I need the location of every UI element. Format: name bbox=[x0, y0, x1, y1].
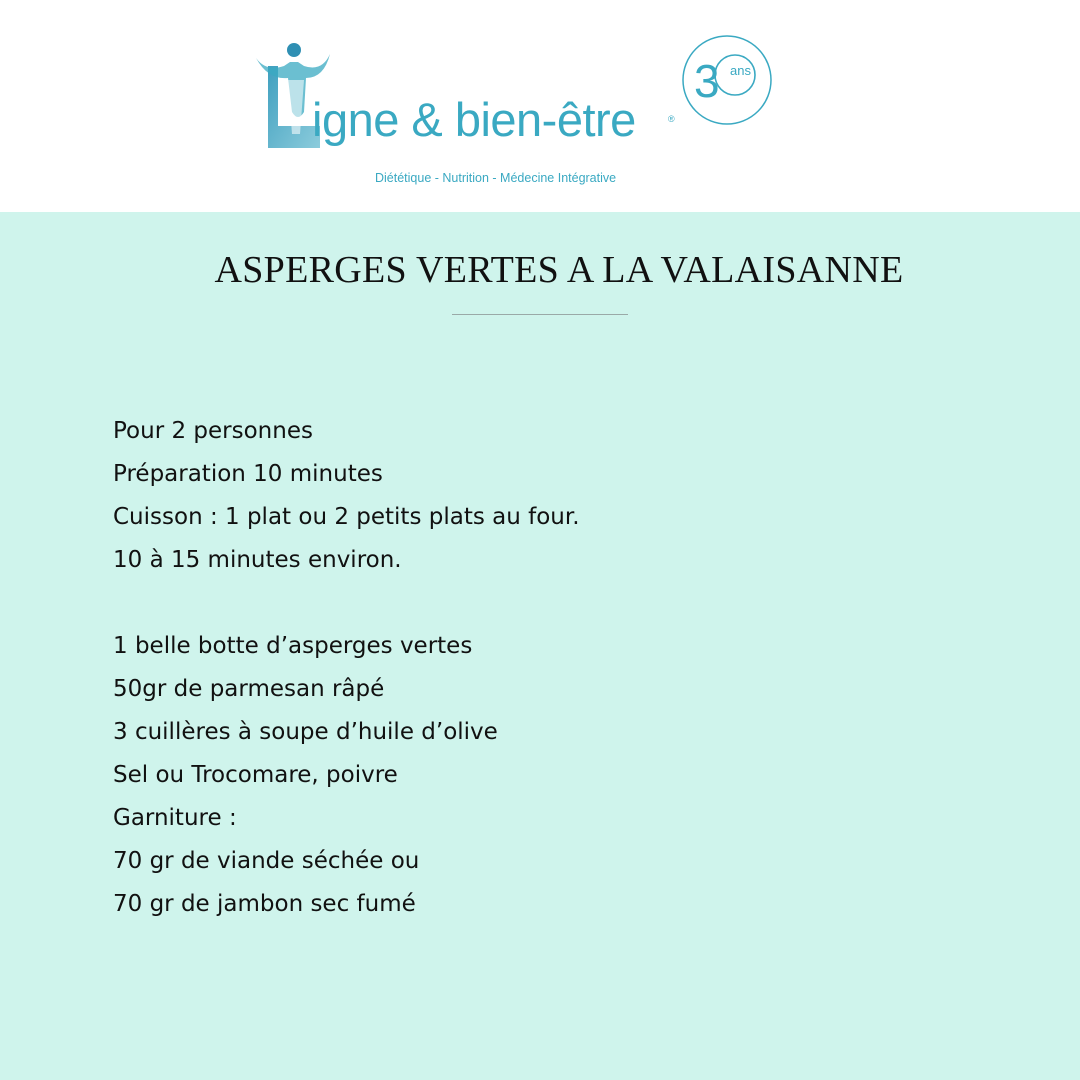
ingredient-line: 50gr de parmesan râpé bbox=[113, 676, 385, 702]
garnish-heading: Garniture : bbox=[113, 805, 237, 831]
cooking-time-line: 10 à 15 minutes environ. bbox=[113, 547, 402, 573]
ingredient-line: 3 cuillères à soupe d’huile d’olive bbox=[113, 719, 498, 745]
ingredient-line: 70 gr de jambon sec fumé bbox=[113, 891, 416, 917]
header bbox=[0, 0, 1080, 212]
ingredient-line: Sel ou Trocomare, poivre bbox=[113, 762, 398, 788]
preparation-line: Préparation 10 minutes bbox=[113, 461, 383, 487]
recipe-panel bbox=[0, 212, 1080, 1080]
title-divider bbox=[452, 314, 628, 315]
anniversary-number: 3 bbox=[694, 55, 720, 107]
servings-line: Pour 2 personnes bbox=[113, 418, 313, 444]
cooking-line: Cuisson : 1 plat ou 2 petits plats au four. bbox=[113, 504, 580, 530]
registered-mark: ® bbox=[668, 114, 675, 124]
brand-tagline: Diététique - Nutrition - Médecine Intégrative bbox=[375, 171, 617, 185]
recipe-body bbox=[113, 410, 580, 926]
ingredient-line: 70 gr de viande séchée ou bbox=[113, 848, 420, 874]
brand-name: igne & bien-être bbox=[312, 93, 636, 146]
recipe-title: ASPERGES VERTES A LA VALAISANNE bbox=[214, 249, 904, 291]
ingredient-line: 1 belle botte d’asperges vertes bbox=[113, 633, 473, 659]
anniversary-label: ans bbox=[730, 63, 751, 78]
section-spacer bbox=[113, 582, 580, 625]
